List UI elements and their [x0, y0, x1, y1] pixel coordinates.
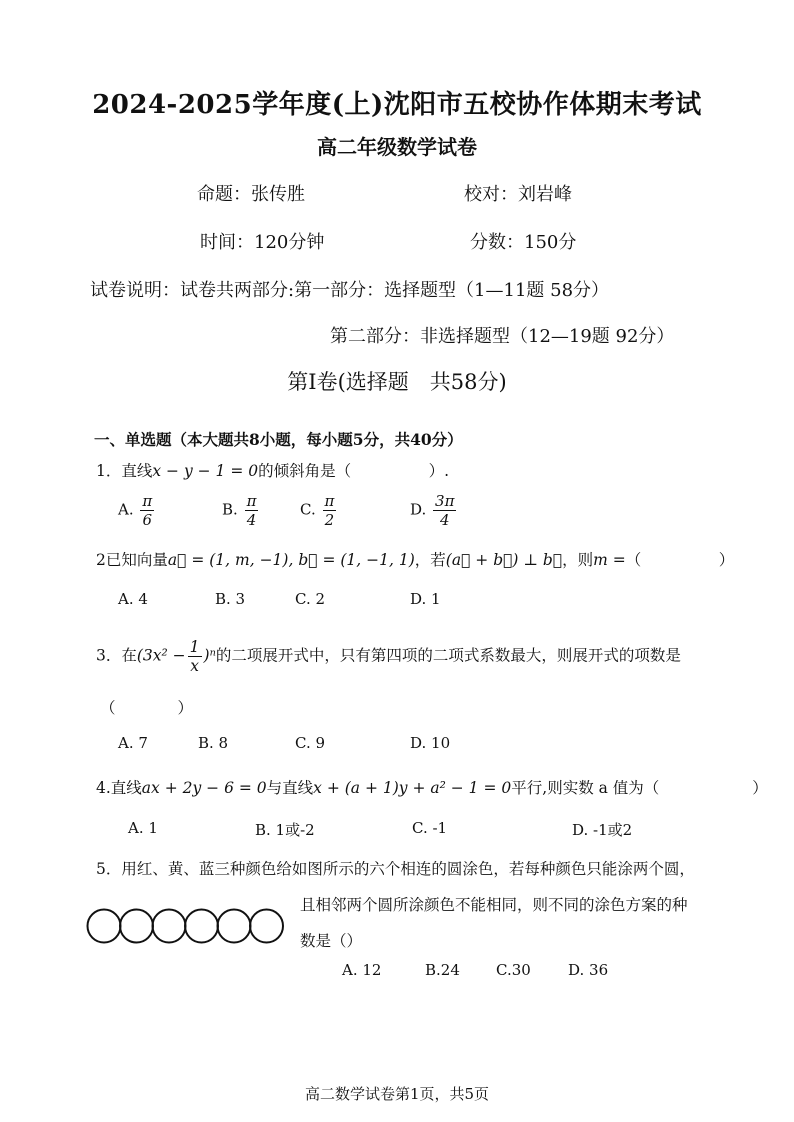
option-5a[interactable]: A. 12	[342, 961, 382, 979]
question-2-prefix: 2已知向量	[96, 551, 168, 569]
circle	[120, 910, 153, 943]
question-2-suffix: ，则	[562, 551, 594, 569]
question-4-line1: ax + 2y − 6 = 0	[141, 779, 267, 797]
question-1-suffix: 的倾斜角是（ ）.	[258, 462, 450, 480]
section-heading: 一、单选题（本大题共8小题，每小题5分，共40分）	[94, 430, 463, 449]
question-1-prefix: 1．直线	[96, 462, 153, 480]
exam-description-part1: 试卷说明：试卷共两部分:第一部分：选择题型（1—11题 58分）	[90, 280, 610, 301]
question-4-suffix: 平行,则实数 a 值为（ ）	[511, 779, 768, 797]
option-label: C.	[300, 500, 316, 519]
question-3-suffix: 的二项展开式中，只有第四项的二项式系数最大，则展开式的项数是	[215, 646, 681, 665]
fraction: $\frac{\pi}{4}$	[246, 492, 257, 529]
option-2c[interactable]: C. 2	[295, 590, 326, 608]
question-1-equation: x − y − 1 = 0	[152, 462, 259, 480]
option-3a[interactable]: A. 7	[118, 734, 148, 752]
option-label: D.	[410, 500, 427, 519]
question-2-var: m =	[593, 551, 626, 569]
reviewer: 校对：刘岩峰	[464, 184, 572, 205]
question-5-line1: 5．用红、黄、蓝三种颜色给如图所示的六个相连的圆涂色，若每种颜色只能涂两个圆，	[96, 860, 695, 878]
exam-subtitle: 高二年级数学试卷	[317, 135, 477, 159]
option-5d[interactable]: D. 36	[568, 961, 609, 979]
circle	[218, 910, 251, 943]
option-4d[interactable]: D. -1或2	[572, 821, 633, 839]
question-2-condition: (a⃗ + b⃗) ⊥ b⃗	[445, 551, 563, 569]
question-3-prefix: 3．在	[96, 646, 137, 665]
fraction: $\frac{3\pi}{4}$	[435, 492, 455, 529]
option-label: A.	[118, 500, 134, 519]
exam-description-part2: 第二部分：非选择题型（12—19题 92分）	[330, 326, 675, 347]
option-1b[interactable]	[222, 492, 260, 529]
question-4-line2: x + (a + 1)y + a² − 1 = 0	[313, 779, 512, 797]
question-2	[96, 548, 734, 570]
option-label: B.	[222, 500, 238, 519]
question-3-blank: （ ）	[100, 699, 194, 717]
question-2-vectors: a⃗ = (1, m, −1), b⃗ = (1, −1, 1)	[167, 551, 415, 569]
option-1d[interactable]	[410, 492, 458, 529]
option-2a[interactable]: A. 4	[118, 590, 148, 608]
circle	[153, 910, 186, 943]
exam-title: 2024-2025学年度(上)沈阳市五校协作体期末考试	[92, 90, 702, 120]
option-5c[interactable]: C.30	[496, 961, 531, 979]
exam-time: 时间：120分钟	[200, 232, 325, 253]
question-3-expr-left: (3x² −	[136, 646, 186, 665]
author: 命题：张传胜	[197, 184, 305, 205]
option-4a[interactable]: A. 1	[128, 819, 158, 837]
option-5b[interactable]: B.24	[425, 961, 460, 979]
option-4c[interactable]: C. -1	[412, 819, 448, 837]
circle-group	[88, 910, 284, 943]
question-5-line2: 且相邻两个圆所涂颜色不能相同，则不同的涂色方案的种	[300, 896, 688, 914]
option-1a[interactable]	[118, 492, 156, 529]
question-2-blank: （ ）	[625, 551, 735, 569]
question-2-middle: ，若	[414, 551, 446, 569]
question-1	[96, 459, 449, 481]
option-3d[interactable]: D. 10	[410, 734, 451, 752]
fraction: $\frac{1}{x}$	[189, 638, 200, 675]
six-circles-figure	[86, 906, 286, 946]
option-2b[interactable]: B. 3	[215, 590, 246, 608]
question-3-expr-right: )ⁿ	[203, 646, 216, 665]
fraction: $\frac{\pi}{2}$	[324, 492, 335, 529]
question-3	[96, 638, 681, 675]
option-1c[interactable]	[300, 492, 338, 529]
question-4	[96, 776, 768, 798]
option-3c[interactable]: C. 9	[295, 734, 326, 752]
section-title: 第Ⅰ卷(选择题 共58分)	[287, 370, 507, 394]
question-4-middle: 与直线	[266, 779, 314, 797]
fraction: $\frac{\pi}{6}$	[142, 492, 153, 529]
option-3b[interactable]: B. 8	[198, 734, 229, 752]
exam-score: 分数：150分	[470, 232, 577, 253]
option-2d[interactable]: D. 1	[410, 590, 441, 608]
question-4-prefix: 4.直线	[96, 779, 142, 797]
question-5-line3: 数是（）	[300, 932, 363, 950]
option-4b[interactable]: B. 1或-2	[255, 821, 315, 839]
circle	[88, 910, 121, 943]
page-footer: 高二数学试卷第1页，共5页	[304, 1085, 490, 1103]
circle	[250, 910, 283, 943]
circle	[185, 910, 218, 943]
